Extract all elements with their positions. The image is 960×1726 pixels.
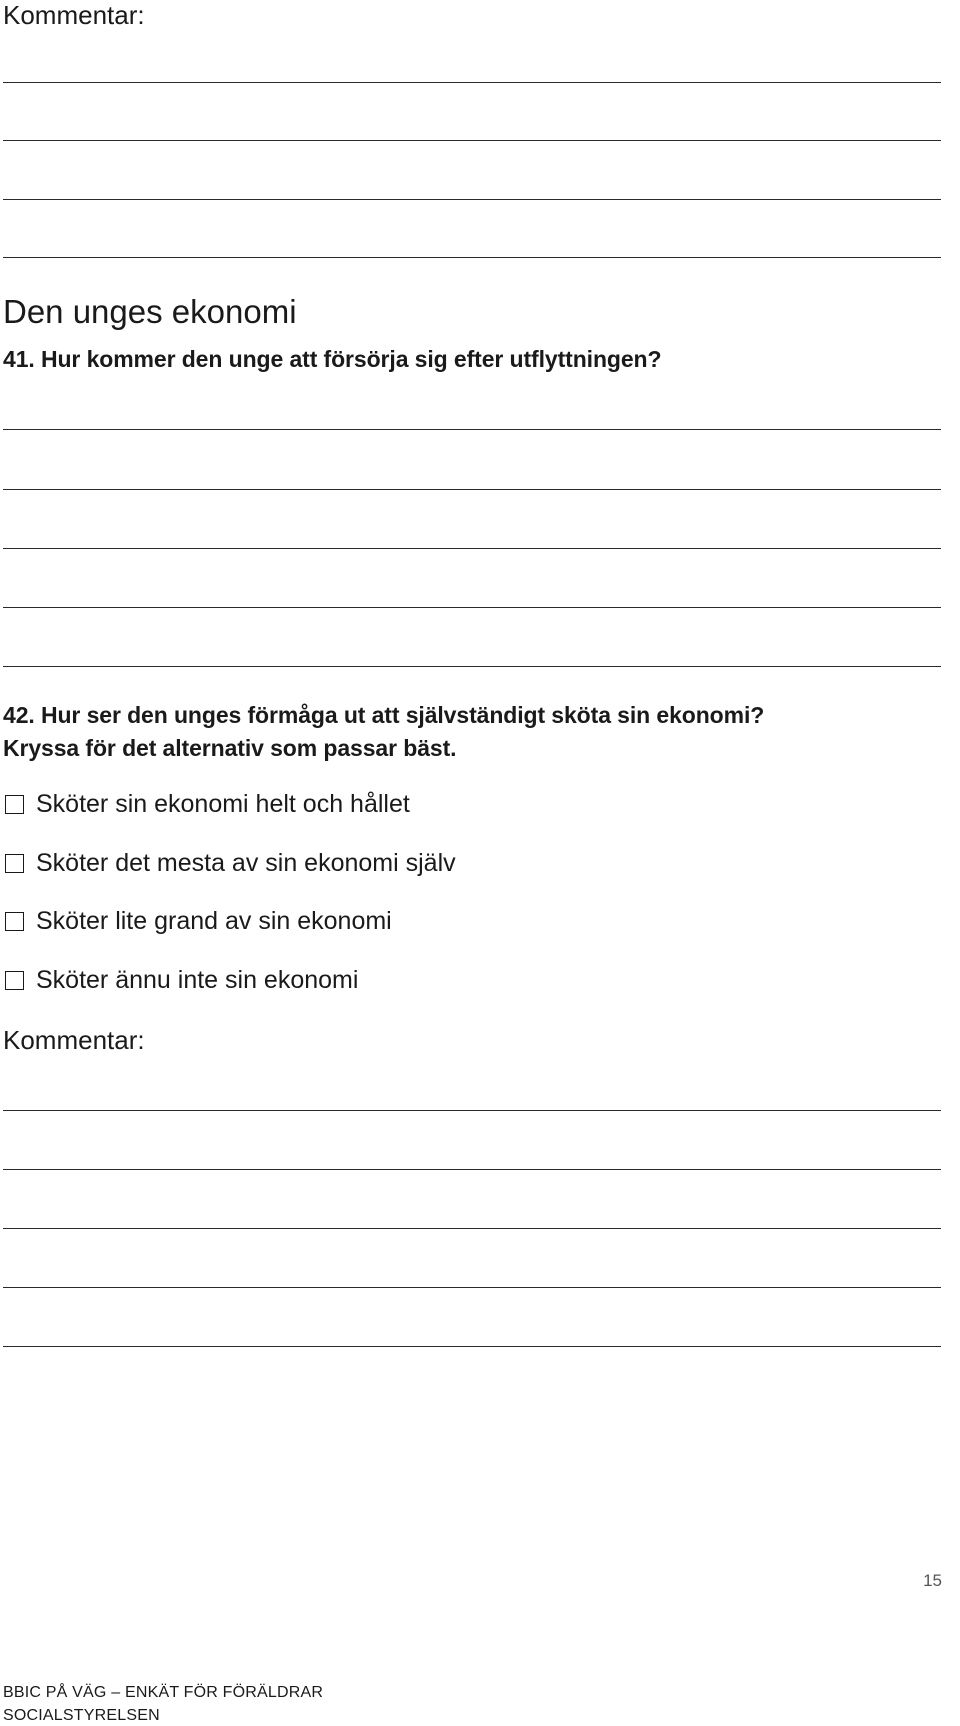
option-row[interactable] bbox=[5, 847, 456, 879]
answer-line[interactable] bbox=[3, 1287, 941, 1288]
option-row[interactable] bbox=[5, 964, 358, 996]
option-row[interactable] bbox=[5, 788, 410, 820]
answer-line[interactable] bbox=[3, 666, 941, 667]
question-42-instruction: Kryssa för det alternativ som passar bäst. bbox=[3, 735, 457, 761]
answer-line[interactable] bbox=[3, 1228, 941, 1229]
answer-line[interactable] bbox=[3, 607, 941, 608]
answer-line[interactable] bbox=[3, 1346, 941, 1347]
question-42-text: 42. Hur ser den unges förmåga ut att självständigt sköta sin ekonomi? bbox=[3, 702, 765, 728]
answer-line[interactable] bbox=[3, 140, 941, 141]
option-label: Sköter lite grand av sin ekonomi bbox=[36, 907, 392, 935]
option-row[interactable] bbox=[5, 905, 392, 937]
answer-line[interactable] bbox=[3, 489, 941, 490]
comment-label: Kommentar: bbox=[3, 1025, 145, 1055]
checkbox[interactable] bbox=[5, 912, 24, 931]
answer-line[interactable] bbox=[3, 548, 941, 549]
answer-line[interactable] bbox=[3, 199, 941, 200]
answer-line[interactable] bbox=[3, 1110, 941, 1111]
footer-title: BBIC PÅ VÄG – ENKÄT FÖR FÖRÄLDRAR bbox=[3, 1684, 324, 1701]
question-41: 41. Hur kommer den unge att försörja sig efter utflyttningen? bbox=[3, 346, 662, 372]
option-label: Sköter det mesta av sin ekonomi själv bbox=[36, 849, 456, 877]
footer-publisher: SOCIALSTYRELSEN bbox=[3, 1707, 160, 1724]
answer-line[interactable] bbox=[3, 82, 941, 83]
option-label: Sköter ännu inte sin ekonomi bbox=[36, 966, 359, 994]
checkbox[interactable] bbox=[5, 795, 24, 814]
comment-label-top: Kommentar: bbox=[3, 0, 145, 30]
section-title: Den unges ekonomi bbox=[3, 293, 297, 330]
answer-line[interactable] bbox=[3, 1169, 941, 1170]
answer-line[interactable] bbox=[3, 257, 941, 258]
checkbox[interactable] bbox=[5, 854, 24, 873]
page-number: 15 bbox=[923, 1571, 942, 1590]
checkbox[interactable] bbox=[5, 971, 24, 990]
answer-line[interactable] bbox=[3, 429, 941, 430]
option-label: Sköter sin ekonomi helt och hållet bbox=[36, 790, 410, 818]
